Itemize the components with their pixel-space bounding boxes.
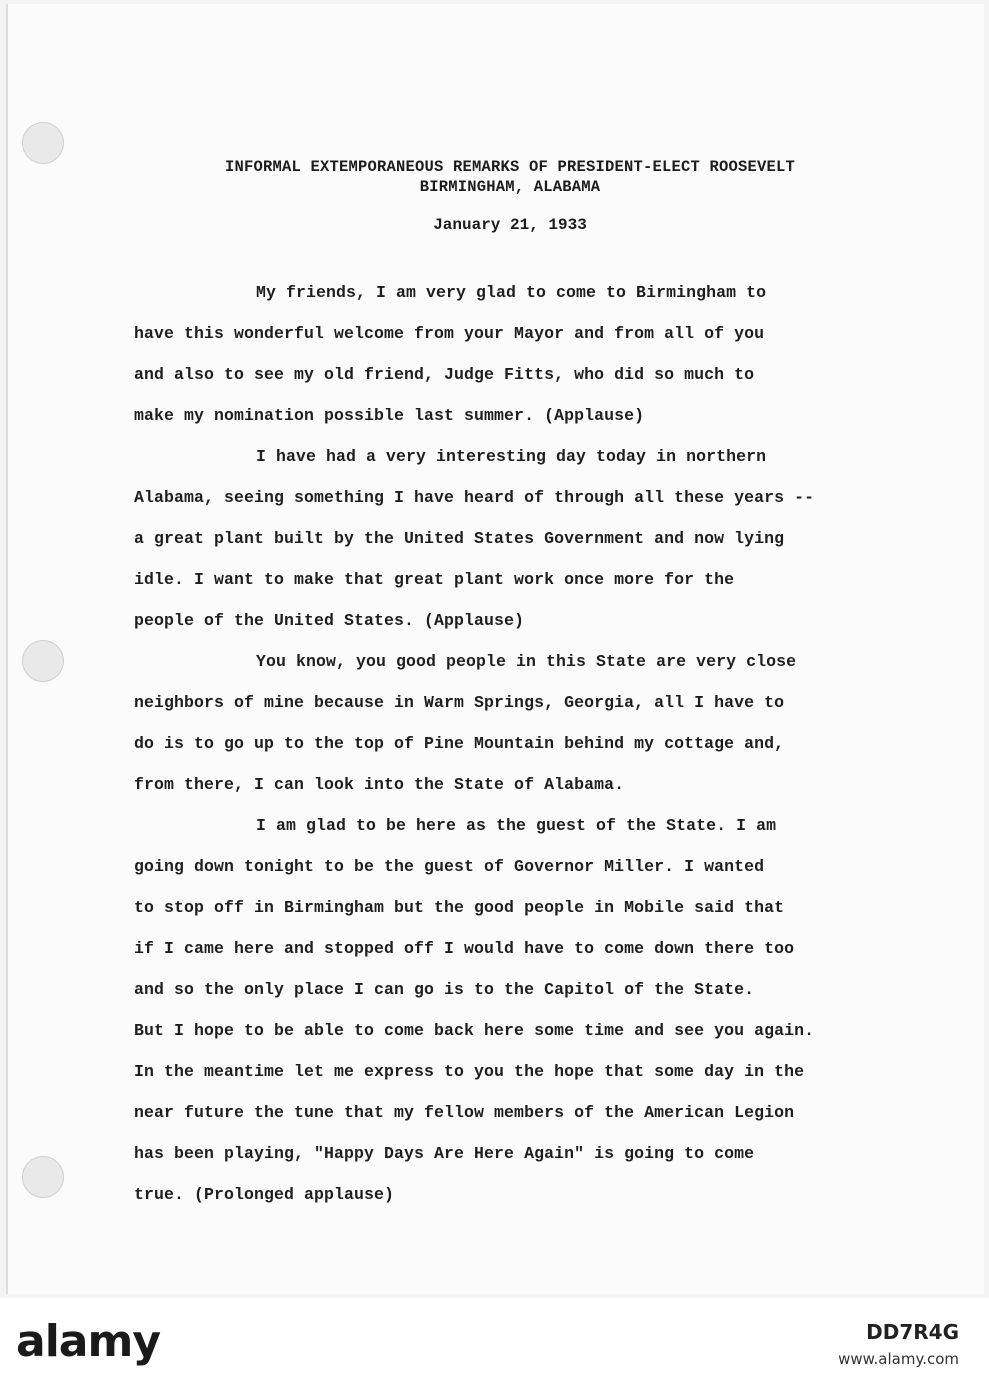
text-line: have this wonderful welcome from your Mayor and from all of you <box>134 324 765 343</box>
text-line: Alabama, seeing something I have heard of through all these years -- <box>134 488 815 507</box>
text-line: a great plant built by the United States Government and now lying <box>134 529 785 548</box>
document-title-line-2: BIRMINGHAM, ALABAMA <box>419 178 601 196</box>
text-line: do is to go up to the top of Pine Mountain behind my cottage and, <box>134 734 785 753</box>
text-line: You know, you good people in this State are very close <box>256 652 797 671</box>
document-date: January 21, 1933 <box>433 216 587 234</box>
text-line: and so the only place I can go is to the Capitol of the State. <box>134 980 755 999</box>
text-line: near future the tune that my fellow members of the American Legion <box>134 1103 795 1122</box>
punch-hole <box>22 122 64 164</box>
image-id: DD7R4G <box>866 1320 959 1344</box>
text-line: if I came here and stopped off I would have to come down there too <box>134 939 795 958</box>
punch-hole <box>22 1156 64 1198</box>
text-line: to stop off in Birmingham but the good people in Mobile said that <box>134 898 785 917</box>
text-line: But I hope to be able to come back here some time and see you again. <box>134 1021 815 1040</box>
footer-url: www.alamy.com <box>838 1350 959 1368</box>
text-line: going down tonight to be the guest of Governor Miller. I wanted <box>134 857 765 876</box>
paper-page <box>6 4 984 1294</box>
alamy-logo: alamy <box>16 1316 160 1367</box>
text-line: neighbors of mine because in Warm Springs, Georgia, all I have to <box>134 693 785 712</box>
punch-hole <box>22 640 64 682</box>
text-line: I am glad to be here as the guest of the State. I am <box>256 816 777 835</box>
text-line: In the meantime let me express to you the hope that some day in the <box>134 1062 805 1081</box>
document-title-line-1: INFORMAL EXTEMPORANEOUS REMARKS OF PRESIDENT-ELECT ROOSEVELT <box>224 158 796 176</box>
text-line: people of the United States. (Applause) <box>134 611 525 630</box>
text-line: from there, I can look into the State of Alabama. <box>134 775 625 794</box>
text-line: I have had a very interesting day today in northern <box>256 447 767 466</box>
text-line: and also to see my old friend, Judge Fitts, who did so much to <box>134 365 755 384</box>
text-line: true. (Prolonged applause) <box>134 1185 395 1204</box>
text-line: idle. I want to make that great plant work once more for the <box>134 570 735 589</box>
text-line: has been playing, "Happy Days Are Here Again" is going to come <box>134 1144 755 1163</box>
text-line: make my nomination possible last summer. (Applause) <box>134 406 645 425</box>
text-line: My friends, I am very glad to come to Birmingham to <box>256 283 767 302</box>
